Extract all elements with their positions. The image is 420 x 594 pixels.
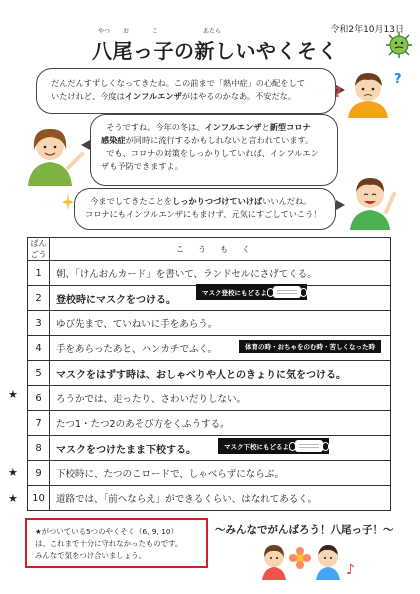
row-number: 7 xyxy=(28,411,50,436)
table-row xyxy=(28,361,391,386)
table-row xyxy=(28,486,391,511)
teacher-avatar xyxy=(20,124,86,186)
row-text: マスクをはずす時は、おしゃべりや人とのきょりに気をつける。 xyxy=(50,361,391,386)
note-line1: ★がついている5つのやくそく（6, 9, 10） xyxy=(35,527,179,536)
page-title: 八尾っ子の新しいやくそく xyxy=(92,39,338,63)
bubble2-line3: でも、コロナの対策をしっかりしていれば、インフルエン xyxy=(106,148,319,158)
speech-bubble-boy-worry xyxy=(36,68,336,114)
mask-icon xyxy=(295,440,323,452)
row-number: 9 xyxy=(28,461,50,486)
row-number: 1 xyxy=(28,261,50,286)
ruby-o: お xyxy=(123,28,130,35)
tag-mask-commute xyxy=(196,284,307,300)
star-icon-row6: ★ xyxy=(8,388,18,401)
sparkle-icon xyxy=(62,193,74,211)
note-box xyxy=(25,518,208,568)
table-row xyxy=(28,261,391,286)
row-text: 道路では、「前へならえ」ができるくらい、はなれてあるく。 xyxy=(50,486,391,511)
row-text: 下校時に、たつのこロードで、しゃべらずにならぶ。 xyxy=(50,461,391,486)
tag-mask-off-times: 体育の時・おちゃをのむ時・苦しくなった時 xyxy=(239,340,381,353)
row-text: たつ1・たつ2のあそび方をくふうする。 xyxy=(50,411,391,436)
tag-mask-leaving-label: マスク下校にもどるよ xyxy=(224,442,289,451)
kids-illustration xyxy=(260,540,370,580)
star-icon-row9: ★ xyxy=(8,466,18,479)
table-header-row xyxy=(28,238,391,261)
title-ruby xyxy=(92,24,312,35)
note-line3: みんなで気をつけ合いましょう。 xyxy=(35,551,146,560)
bubble2-line4: ザも予防できますよ。 xyxy=(101,161,183,171)
happy-boy-avatar xyxy=(342,172,398,230)
worried-boy-avatar xyxy=(342,68,394,118)
row-text: ろうかでは、走ったり、さわいだりしない。 xyxy=(50,386,391,411)
row-text: 登校時にマスクをつける。 xyxy=(50,286,391,311)
ruby-atara: あたら xyxy=(203,28,222,35)
row-number: 6 xyxy=(28,386,50,411)
table-row xyxy=(28,436,391,461)
table-row xyxy=(28,386,391,411)
mask-icon xyxy=(273,286,301,298)
row-number: 10 xyxy=(28,486,50,511)
bubble1-line1: だんだんすずしくなってきたね。この前まで「熱中症」の心配をして xyxy=(51,78,305,88)
bubble2-line1: そうですね。今年の冬は、インフルエンザと新型コロナ xyxy=(106,122,311,132)
star-icon-row10: ★ xyxy=(8,492,18,505)
row-text: マスクをつけたまま下校する。 xyxy=(50,436,391,461)
speech-bubble-boy-happy xyxy=(74,188,336,230)
svg-text:♪: ♪ xyxy=(346,562,355,578)
row-number: 8 xyxy=(28,436,50,461)
bubble2-line2: 感染症が同時に流行するかもしれないと言われています。 xyxy=(101,135,314,145)
question-mark-icon-2: ? xyxy=(394,72,402,87)
ruby-yatsu: やつ xyxy=(98,28,111,35)
title-block xyxy=(92,24,338,64)
row-text: 手をあらったあと、ハンカチでふく。 xyxy=(50,336,391,361)
issue-date: 令和2年10月13日 xyxy=(330,25,404,35)
table-row xyxy=(28,461,391,486)
promise-table xyxy=(27,237,391,511)
row-number: 4 xyxy=(28,336,50,361)
virus-icon xyxy=(384,30,414,60)
bubble3-line1: 今までしてきたことをしっかりつづけていけばいいんだね。 xyxy=(90,196,312,206)
row-text: 朝、「けんおんカード」を書いて、ランドセルにさげてくる。 xyxy=(50,261,391,286)
question-mark-icon: ? xyxy=(334,86,342,101)
tag-mask-leaving xyxy=(218,438,329,454)
header-number: ばんごう xyxy=(28,238,50,261)
row-number: 5 xyxy=(28,361,50,386)
row-number: 3 xyxy=(28,311,50,336)
header-item: こうもく xyxy=(50,238,391,261)
speech-bubble-teacher xyxy=(90,114,338,186)
ruby-ko: こ xyxy=(152,28,159,35)
table-row xyxy=(28,311,391,336)
bubble1-line2: いたけれど、今度はインフルエンザがはやるのかなあ。不安だな。 xyxy=(51,91,297,101)
bubble3-line2: コロナにもインフルエンザにもまけず、元気にすごしていこう！ xyxy=(85,209,322,219)
tag-mask-commute-label: マスク登校にもどるよ xyxy=(202,288,267,297)
slogan: ～みんなでがんばろう！八尾っ子！～ xyxy=(215,524,394,536)
note-line2: は、これまで十分に守れなかったものです。 xyxy=(35,539,183,548)
row-number: 2 xyxy=(28,286,50,311)
table-row xyxy=(28,411,391,436)
row-text: ゆび先まで、ていねいに手をあらう。 xyxy=(50,311,391,336)
